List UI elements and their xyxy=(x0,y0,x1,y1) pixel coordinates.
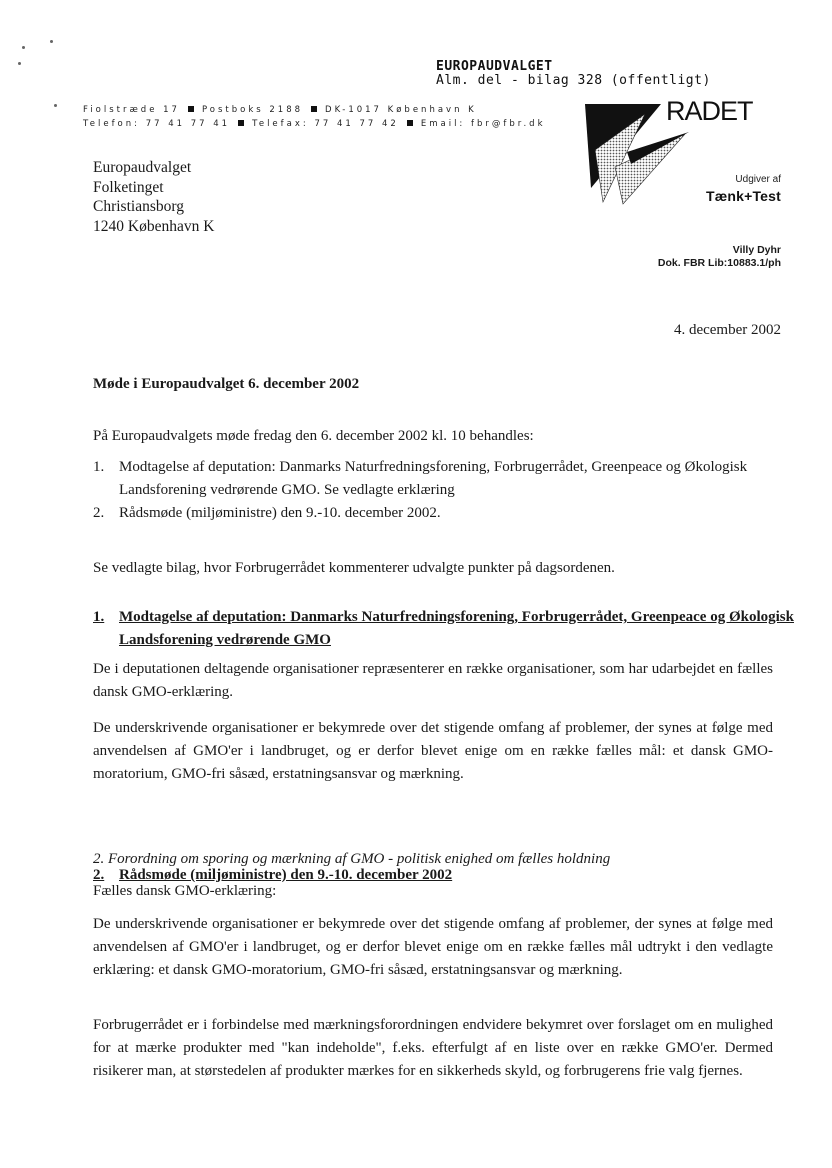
logo-title: RADET xyxy=(666,96,753,126)
recipient-line: 1240 København K xyxy=(93,217,215,235)
square-bullet-icon xyxy=(188,106,194,112)
contact-fax: Telefax: 77 41 77 42 xyxy=(252,119,399,129)
agenda-item-number: 1. xyxy=(93,459,105,475)
section-2-subheading: 2. Forordning om sporing og mærkning af GMO - politisk enighed om fælles holdning xyxy=(93,851,611,867)
section-2-paragraph: Fælles dansk GMO-erklæring: xyxy=(93,883,277,899)
scan-speck xyxy=(50,40,53,43)
agenda-list xyxy=(93,456,773,525)
recipient-line: Folketinget xyxy=(93,178,164,196)
square-bullet-icon xyxy=(311,106,317,112)
agenda-item-text: Rådsmøde (miljøministre) den 9.-10. december 2002. xyxy=(119,505,441,521)
section-title: Rådsmøde (miljøministre) den 9.-10. december 2002 xyxy=(119,867,453,883)
scan-speck xyxy=(18,62,21,65)
see-attachment-note: Se vedlagte bilag, hvor Forbrugerrådet kommenterer udvalgte punkter på dagsordenen. xyxy=(93,560,615,576)
logo-brand: Tænk+Test xyxy=(705,188,781,204)
contact-phone: Telefon: 77 41 77 41 xyxy=(83,119,231,129)
section-2-paragraph: De underskrivende organisationer er bekymrede over det stigende omfang af problemer, der synes at følge med anvendelsen af GMO'er i landbruget, og er derfor blevet enige om en række fælles mål udtrykt i den vedlagte erklæring: et dansk GMO-moratorium, GMO-fri såsæd, erstatningsansvar og mærkning. xyxy=(93,916,773,978)
contact-phone-line xyxy=(83,117,546,131)
document-reference: Dok. FBR Lib:10883.1/ph xyxy=(657,257,781,269)
agenda-item-text: Modtagelse af deputation: Danmarks Naturfredningsforening, Forbrugerrådet, Greenpeace og Økologisk Landsforening vedrørende GMO. Se vedlagte erklæring xyxy=(119,459,748,498)
contact-email: Email: fbr@fbr.dk xyxy=(420,119,546,129)
letter-subject: Møde i Europaudvalget 6. december 2002 xyxy=(93,376,360,392)
recipient-address xyxy=(93,158,214,236)
square-bullet-icon xyxy=(238,120,244,126)
stamp-line-committee: EUROPAUDVALGET xyxy=(436,59,553,74)
letter-date: 4. december 2002 xyxy=(673,322,781,338)
square-bullet-icon xyxy=(407,120,413,126)
section-number: 2. xyxy=(93,867,105,883)
section-2-paragraph: Forbrugerrådet er i forbindelse med mærkningsforordningen endvidere bekymret over forslaget om en mulighed for at mærke produkter med "kan indeholde", f.eks. efterfulgt af en liste over en række GMO'er. Dermed risikerer man, at størstedelen af produkter mærkes for en sikkerheds skyld, og forbrugerens frie valg fjernes. xyxy=(93,1017,773,1079)
agenda-item-number: 2. xyxy=(93,505,105,521)
section-title: Modtagelse af deputation: Danmarks Naturfredningsforening, Forbrugerrådet, Greenpeace og Økologisk Landsforening vedrørende GMO xyxy=(119,609,794,648)
sender-name: Villy Dyhr xyxy=(732,244,781,256)
section-1-paragraph: De underskrivende organisationer er bekymrede over det stigende omfang af problemer, der synes at følge med anvendelsen af GMO'er i landbruget, og er derfor blevet enige om en række fælles mål: et dansk GMO-moratorium, GMO-fri såsæd, erstatningsansvar og mærkning. xyxy=(93,720,773,782)
contact-pobox: Postboks 2188 xyxy=(201,105,304,115)
scan-speck xyxy=(22,46,25,49)
agenda-item xyxy=(93,456,773,502)
section-1-heading xyxy=(93,606,799,652)
section-1-paragraph: De i deputationen deltagende organisationer repræsenterer en række organisationer, som har udarbejdet en fælles dansk GMO-erklæring. xyxy=(93,661,773,700)
logo-subtitle: Udgiver af xyxy=(735,174,781,185)
scan-speck xyxy=(54,104,57,107)
agenda-item xyxy=(93,502,773,525)
section-number: 1. xyxy=(93,609,105,625)
stamp-line-annex: Alm. del - bilag 328 (offentligt) xyxy=(436,73,711,88)
contact-street: Fiolstræde 17 xyxy=(83,105,180,115)
recipient-line: Christiansborg xyxy=(93,198,184,215)
contact-block xyxy=(83,103,546,131)
contact-address-line xyxy=(83,103,546,117)
archive-stamp xyxy=(436,60,711,88)
contact-city: DK-1017 København K xyxy=(325,105,477,115)
sender-reference xyxy=(560,244,781,270)
intro-paragraph: På Europaudvalgets møde fredag den 6. december 2002 kl. 10 behandles: xyxy=(93,428,534,444)
recipient-line: Europaudvalget xyxy=(93,159,192,176)
